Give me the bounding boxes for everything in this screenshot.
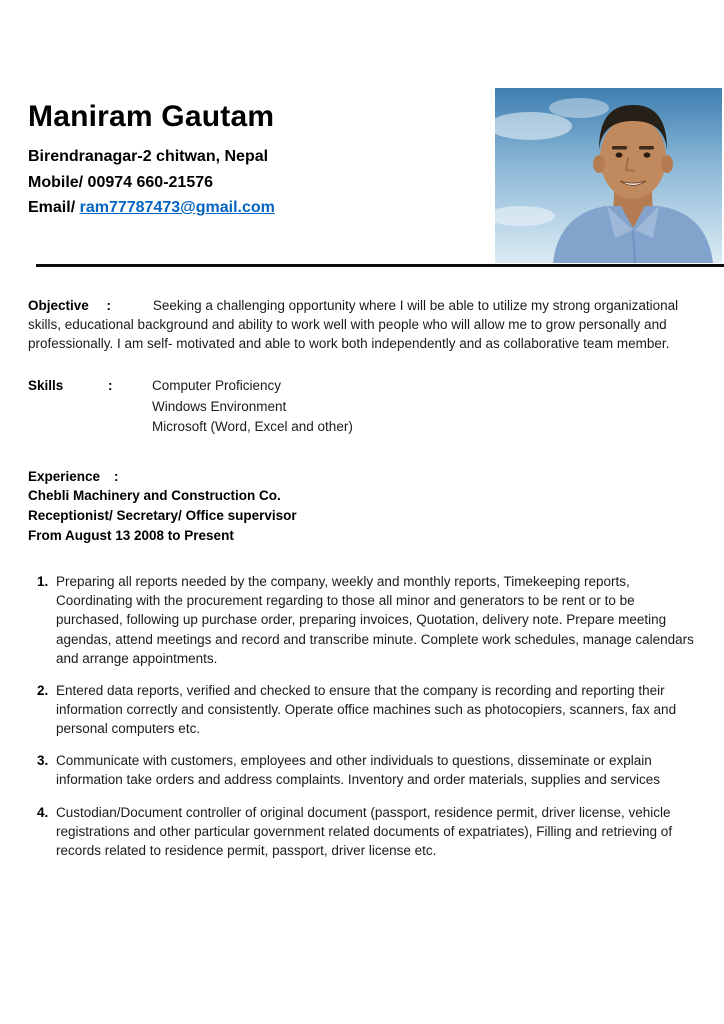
skill-item: Microsoft (Word, Excel and other)	[152, 418, 353, 434]
experience-label: Experience	[28, 469, 101, 485]
objective-label: Objective	[28, 298, 89, 313]
resume-header	[28, 100, 468, 221]
duties-list	[28, 572, 698, 860]
duty-text: Preparing all reports needed by the company, weekly and monthly reports, Timekeeping reports, Coordinating with the procurement regarding to those all minor and generators to be rent or to be purchased, following up purchase order, preparing invoices, Quotation, delivery note. Prepare meeting agendas, attend meetings and record and transcribe minute. Complete work schedules, manage calendars and arrange appointments.	[56, 574, 694, 666]
duty-item	[52, 751, 698, 789]
experience-section-header	[28, 467, 698, 486]
duty-text: Communicate with customers, employees and other individuals to questions, disseminate or explain information take orders and address complaints. Inventory and order materials, supplies and services	[56, 753, 661, 788]
email-label: Email/	[28, 199, 76, 217]
experience-position: Receptionist/ Secretary/ Office supervisor	[28, 507, 297, 523]
skills-list	[152, 376, 353, 437]
objective-colon: :	[106, 298, 112, 313]
email-link[interactable]: ram77787473@gmail.com	[79, 199, 275, 217]
skills-label: Skills	[28, 378, 64, 394]
duty-item	[52, 803, 698, 860]
objective-section	[28, 296, 698, 353]
skill-item: Computer Proficiency	[152, 378, 282, 394]
header-divider	[36, 264, 724, 267]
mobile-line: Mobile/ 00974 660-21576	[28, 173, 214, 191]
skill-item: Windows Environment	[152, 398, 287, 414]
duty-text: Entered data reports, verified and checked to ensure that the company is recording and reporting their information correctly and consistently. Operate office machines such as photocopiers, scanners, fax and personal computers etc.	[56, 682, 677, 737]
objective-text: Seeking a challenging opportunity where I will be able to utilize my strong organizational skills, educational background and ability to work well with people who will allow me to grow personally and professionally. I am self- motivated and able to work both independently and as collaborative team member.	[28, 298, 679, 352]
address-line: Birendranagar-2 chitwan, Nepal	[28, 148, 269, 165]
experience-duration: From August 13 2008 to Present	[28, 527, 234, 543]
email-line	[28, 195, 468, 221]
duty-item	[52, 572, 698, 668]
experience-colon: :	[114, 469, 119, 485]
duty-item	[52, 681, 698, 738]
skills-colon: :	[108, 378, 113, 394]
name-heading: Maniram Gautam	[28, 100, 275, 133]
profile-photo	[495, 88, 722, 263]
duty-text: Custodian/Document controller of original document (passport, residence permit, driver license, vehicle registrations and other particular government related documents of expatriates), Filling and retrieving of records related to residence permit, passport, driver license etc.	[56, 804, 673, 858]
profile-photo-graphic	[495, 88, 722, 263]
resume-body	[28, 296, 698, 873]
skills-section	[28, 376, 698, 437]
experience-company: Chebli Machinery and Construction Co.	[28, 488, 281, 504]
